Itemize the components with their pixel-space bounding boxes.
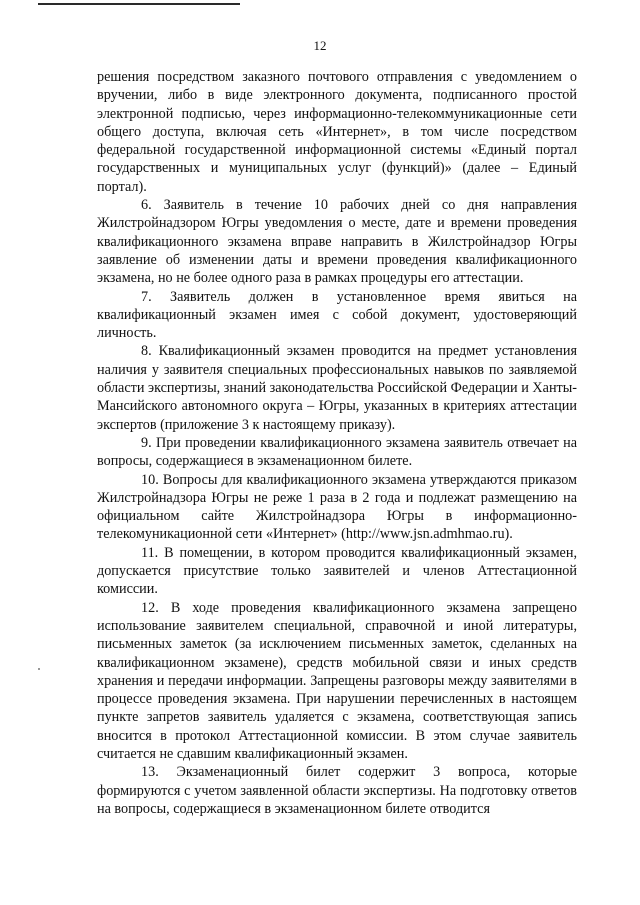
paragraph-11: 11. В помещении, в котором проводится квалификационный экзамен, допускается присутствие только заявителей и членов Аттестационной комиссии. [97, 544, 577, 598]
paragraph-9: 9. При проведении квалификационного экзамена заявитель отвечает на вопросы, содержащиеся в экзаменационном билете. [97, 434, 577, 470]
paragraph-13: 13. Экзаменационный билет содержит 3 вопроса, которые формируются с учетом заявленной области экспертизы. На подготовку ответов на вопросы, содержащиеся в экзаменационном билете отводится [97, 764, 577, 817]
paragraph-10: 10. Вопросы для квалификационного экзамена утверждаются приказом Жилстройнадзора Югры не реже 1 раза в 2 года и подлежат размещению на официальном сайте Жилстройнадзора Югры в информационно-телекомуникационной сети «Интернет» (http://www.jsn.admhmao.ru). [97, 471, 577, 543]
paragraph-6: 6. Заявитель в течение 10 рабочих дней со дня направления Жилстройнадзором Югры уведомления о месте, дате и времени проведения квалификационного экзамена вправе направить в Жилстройнадзор Югры заявление об изменении даты и времени проведения квалификационного экзамена, но не более одного раза в рамках процедуры его аттестации. [97, 197, 577, 287]
scan-speck [38, 668, 40, 670]
document-body [97, 68, 577, 818]
paragraph-12: 12. В ходе проведения квалификационного экзамена запрещено использование заявителем специальной, справочной и иной литературы, письменных заметок (за исключением письменных заметок, сделанных на квалификационном экзамене), средств мобильной связи и иных средств хранения и передачи информации. Запрещены разговоры между заявителями в процессе проведения экзамена. При нарушении перечисленных в настоящем пункте запретов заявитель удаляется с экзамена, соответствующая запись вносится в протокол Аттестационной комиссии. В этом случае заявитель считается не сдавшим квалификационный экзамен. [97, 599, 577, 762]
paragraph-7: 7. Заявитель должен в установленное время явиться на квалификационный экзамен имея с собой документ, удостоверяющий личность. [97, 288, 577, 342]
paragraph-8: 8. Квалификационный экзамен проводится на предмет установления наличия у заявителя специальных профессиональных навыков по заявляемой области экспертизы, знаний законодательства Российской Федерации и Ханты-Мансийского автономного округа – Югры, указанных в критериях аттестации экспертов (приложение 3 к настоящему приказу). [97, 343, 577, 433]
page-number: 12 [313, 38, 327, 53]
paragraph-continuation: решения посредством заказного почтового отправления с уведомлением о вручении, либо в виде электронного документа, подписанного простой электронной подписью, через информационно-телекоммуникационные сети общего доступа, включая сеть «Интернет», в том числе посредством федеральной государственной информационной системы «Единый портал государственных и муниципальных услуг (функций)» (далее – Единый портал). [97, 69, 577, 195]
top-rule [38, 3, 240, 5]
